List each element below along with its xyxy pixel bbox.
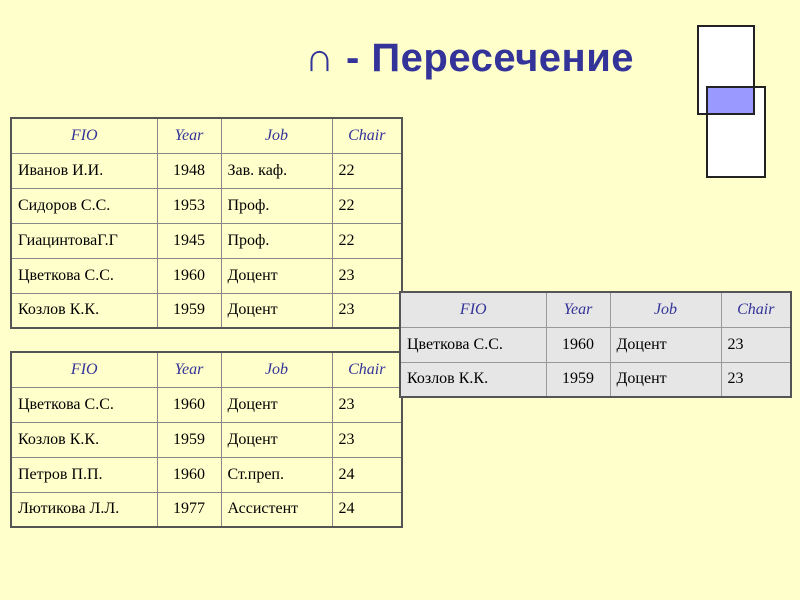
header-year: Year	[157, 352, 221, 387]
cell-fio: Цветкова С.С.	[11, 387, 157, 422]
cell-fio: Петров П.П.	[11, 457, 157, 492]
cell-chair: 23	[332, 293, 402, 328]
cell-fio: Цветкова С.С.	[11, 258, 157, 293]
cell-fio: Цветкова С.С.	[400, 327, 546, 362]
header-fio: FIO	[11, 118, 157, 153]
header-job: Job	[610, 292, 721, 327]
cell-fio: Козлов К.К.	[11, 422, 157, 457]
cell-job: Доцент	[221, 422, 332, 457]
cell-job: Ассистент	[221, 492, 332, 527]
cell-year: 1960	[157, 457, 221, 492]
table-row	[11, 188, 402, 223]
table-header-row	[400, 292, 791, 327]
page-title: ∩ - Пересечение	[305, 36, 635, 80]
header-job: Job	[221, 118, 332, 153]
cell-chair: 24	[332, 492, 402, 527]
table-row	[11, 422, 402, 457]
header-chair: Chair	[332, 352, 402, 387]
table-header-row	[11, 352, 402, 387]
cell-chair: 23	[721, 327, 791, 362]
header-year: Year	[546, 292, 610, 327]
table-row	[11, 387, 402, 422]
cell-job: Ст.преп.	[221, 457, 332, 492]
cell-chair: 22	[332, 153, 402, 188]
table-row	[11, 492, 402, 527]
table-row	[400, 362, 791, 397]
table-row	[11, 153, 402, 188]
cell-chair: 22	[332, 223, 402, 258]
cell-year: 1948	[157, 153, 221, 188]
cell-year: 1960	[546, 327, 610, 362]
cell-year: 1959	[157, 422, 221, 457]
cell-fio: ГиацинтоваГ.Г	[11, 223, 157, 258]
cell-job: Зав. каф.	[221, 153, 332, 188]
cell-year: 1960	[157, 387, 221, 422]
cell-fio: Козлов К.К.	[400, 362, 546, 397]
relation-a-table	[10, 117, 403, 329]
table-row	[400, 327, 791, 362]
cell-job: Доцент	[610, 362, 721, 397]
cell-year: 1959	[546, 362, 610, 397]
header-chair: Chair	[332, 118, 402, 153]
cell-chair: 24	[332, 457, 402, 492]
header-year: Year	[157, 118, 221, 153]
cell-fio: Сидоров С.С.	[11, 188, 157, 223]
header-fio: FIO	[400, 292, 546, 327]
cell-fio: Лютикова Л.Л.	[11, 492, 157, 527]
cell-year: 1945	[157, 223, 221, 258]
cell-job: Доцент	[221, 293, 332, 328]
cell-chair: 23	[332, 422, 402, 457]
venn-intersection-area	[706, 86, 755, 115]
cell-year: 1960	[157, 258, 221, 293]
cell-job: Проф.	[221, 188, 332, 223]
relation-b-table	[10, 351, 403, 528]
cell-chair: 23	[332, 387, 402, 422]
cell-fio: Козлов К.К.	[11, 293, 157, 328]
cell-fio: Иванов И.И.	[11, 153, 157, 188]
cell-job: Проф.	[221, 223, 332, 258]
cell-chair: 23	[332, 258, 402, 293]
table-row	[11, 457, 402, 492]
cell-chair: 22	[332, 188, 402, 223]
intersection-result-table	[399, 291, 792, 398]
cell-job: Доцент	[610, 327, 721, 362]
header-chair: Chair	[721, 292, 791, 327]
cell-year: 1953	[157, 188, 221, 223]
cell-year: 1977	[157, 492, 221, 527]
table-row	[11, 258, 402, 293]
cell-year: 1959	[157, 293, 221, 328]
table-header-row	[11, 118, 402, 153]
cell-job: Доцент	[221, 387, 332, 422]
header-fio: FIO	[11, 352, 157, 387]
cell-chair: 23	[721, 362, 791, 397]
header-job: Job	[221, 352, 332, 387]
table-row	[11, 223, 402, 258]
table-row	[11, 293, 402, 328]
cell-job: Доцент	[221, 258, 332, 293]
